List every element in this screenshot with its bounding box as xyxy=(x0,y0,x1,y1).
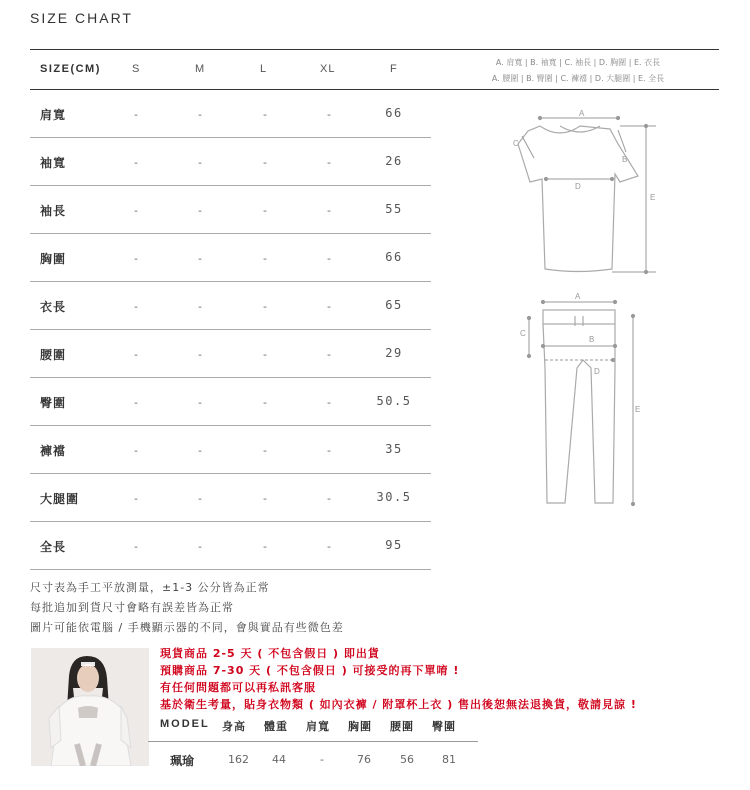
model-table-row xyxy=(158,750,478,772)
pants-label-d: D xyxy=(594,367,600,376)
size-f-value: 66 xyxy=(385,250,403,264)
size-row xyxy=(30,234,431,282)
size-header-row xyxy=(30,50,432,89)
size-value-cell: - xyxy=(198,108,202,121)
size-xl-header: XL xyxy=(320,63,336,75)
size-l-header: L xyxy=(260,63,268,75)
model-bust-value: 76 xyxy=(357,753,371,766)
pants-label-b: B xyxy=(589,335,595,344)
measurement-label: 衣長 xyxy=(40,300,67,314)
size-row xyxy=(30,378,431,426)
size-f-header: F xyxy=(390,63,398,75)
size-value-cell: - xyxy=(134,300,138,313)
note-line: 圖片可能依電腦 / 手機顯示器的不同，會與實品有些微色差 xyxy=(30,621,344,634)
size-value-cell: - xyxy=(327,540,331,553)
model-weight-value: 44 xyxy=(272,753,286,766)
size-row xyxy=(30,426,431,474)
model-figure-image xyxy=(31,648,149,766)
size-value-cell: - xyxy=(327,396,331,409)
size-row xyxy=(30,138,431,186)
size-value-cell: - xyxy=(263,492,267,505)
measurement-label: 袖寬 xyxy=(40,156,67,170)
model-table-rule xyxy=(148,741,478,742)
shoulder-col-header: 肩寬 xyxy=(306,720,330,733)
size-value-cell: - xyxy=(198,348,202,361)
pants-measurement-diagram xyxy=(515,288,650,513)
size-row xyxy=(30,330,431,378)
size-value-cell: - xyxy=(134,252,138,265)
hip-col-header: 臀圍 xyxy=(432,720,456,733)
shipping-note: 現貨商品 2-5 天 ( 不包含假日 ) 即出貨 xyxy=(160,647,380,660)
top-label-b: B xyxy=(622,155,628,164)
size-f-value: 29 xyxy=(385,346,403,360)
top-label-d: D xyxy=(575,182,581,191)
size-value-cell: - xyxy=(263,444,267,457)
size-value-cell: - xyxy=(134,396,138,409)
size-value-cell: - xyxy=(134,156,138,169)
size-row xyxy=(30,522,431,570)
size-f-value: 55 xyxy=(385,202,403,216)
size-value-cell: - xyxy=(327,492,331,505)
size-value-cell: - xyxy=(198,156,202,169)
size-value-cell: - xyxy=(263,396,267,409)
size-f-value: 35 xyxy=(385,442,403,456)
size-value-cell: - xyxy=(263,108,267,121)
legend-bottom-line: A. 腰圍 | B. 臀圍 | C. 褲襠 | D. 大腿圍 | E. 全長 xyxy=(491,74,665,83)
shipping-notices xyxy=(160,645,637,713)
size-value-cell: - xyxy=(263,300,267,313)
size-value-cell: - xyxy=(327,156,331,169)
size-f-value: 95 xyxy=(385,538,403,552)
measurement-label: 袖長 xyxy=(40,204,67,218)
bust-col-header: 胸圍 xyxy=(348,720,372,733)
model-col-header: MODEL xyxy=(160,718,210,730)
size-chart-title: SIZE CHART xyxy=(30,10,133,26)
size-value-cell: - xyxy=(134,108,138,121)
size-f-value: 30.5 xyxy=(376,490,412,504)
measurement-notes xyxy=(30,578,344,638)
size-value-cell: - xyxy=(134,204,138,217)
size-row xyxy=(30,282,431,330)
size-value-cell: - xyxy=(327,252,331,265)
size-value-cell: - xyxy=(263,204,267,217)
size-value-cell: - xyxy=(134,492,138,505)
height-col-header: 身高 xyxy=(222,720,246,733)
measurement-label: 大腿圍 xyxy=(40,492,80,506)
measurement-label: 胸圍 xyxy=(40,252,67,266)
size-value-cell: - xyxy=(263,348,267,361)
model-height-value: 162 xyxy=(228,753,249,766)
top-label-e: E xyxy=(650,193,656,202)
note-line: 每批追加到貨尺寸會略有誤差皆為正常 xyxy=(30,601,234,614)
model-shoulder-value: - xyxy=(320,753,324,766)
waist-col-header: 腰圍 xyxy=(390,720,414,733)
size-value-cell: - xyxy=(198,492,202,505)
size-value-cell: - xyxy=(263,252,267,265)
size-value-cell: - xyxy=(327,108,331,121)
size-row xyxy=(30,474,431,522)
measurement-label: 腰圍 xyxy=(40,348,67,362)
size-cm-label: SIZE(CM) xyxy=(40,63,101,75)
size-value-cell: - xyxy=(327,300,331,313)
top-label-a: A xyxy=(579,109,585,118)
size-value-cell: - xyxy=(198,204,202,217)
size-value-cell: - xyxy=(327,444,331,457)
top-measurement-diagram xyxy=(500,104,670,279)
model-name: 珮瑜 xyxy=(170,754,195,768)
size-value-cell: - xyxy=(327,348,331,361)
size-value-cell: - xyxy=(198,300,202,313)
legend-top-line: A. 肩寬 | B. 袖寬 | C. 袖長 | D. 胸圍 | E. 衣長 xyxy=(495,58,661,67)
model-table-header xyxy=(158,716,478,738)
size-row xyxy=(30,90,431,138)
size-f-value: 26 xyxy=(385,154,403,168)
note-line: 尺寸表為手工平放測量，±1-3 公分皆為正常 xyxy=(30,581,270,594)
measurement-label: 全長 xyxy=(40,540,67,554)
size-row xyxy=(30,186,431,234)
size-f-value: 50.5 xyxy=(376,394,412,408)
pants-label-a: A xyxy=(575,292,581,301)
size-value-cell: - xyxy=(134,348,138,361)
measurement-label: 褲襠 xyxy=(40,444,67,458)
shipping-note: 預購商品 7-30 天 ( 不包含假日 ) 可接受的再下單唷 ! xyxy=(160,664,460,677)
shipping-note: 基於衛生考量，貼身衣物類 ( 如內衣褲 / 附罩杯上衣 ) 售出後恕無法退換貨，敬請見諒 ! xyxy=(160,698,637,711)
size-m-header: M xyxy=(195,63,206,75)
model-waist-value: 56 xyxy=(400,753,414,766)
model-photo xyxy=(31,648,149,766)
size-value-cell: - xyxy=(327,204,331,217)
pants-label-c: C xyxy=(520,329,526,338)
measurement-label: 臀圍 xyxy=(40,396,67,410)
size-value-cell: - xyxy=(198,444,202,457)
weight-col-header: 體重 xyxy=(264,720,288,733)
size-value-cell: - xyxy=(198,540,202,553)
top-label-c: C xyxy=(513,139,519,148)
size-value-cell: - xyxy=(134,444,138,457)
size-value-cell: - xyxy=(263,156,267,169)
model-hip-value: 81 xyxy=(442,753,456,766)
size-value-cell: - xyxy=(134,540,138,553)
size-value-cell: - xyxy=(198,396,202,409)
measurement-legend xyxy=(458,55,698,87)
size-value-cell: - xyxy=(263,540,267,553)
size-f-value: 65 xyxy=(385,298,403,312)
size-value-cell: - xyxy=(198,252,202,265)
measurement-label: 肩寬 xyxy=(40,108,67,122)
size-s-header: S xyxy=(132,63,141,75)
pants-label-e: E xyxy=(635,405,641,414)
shipping-note: 有任何問題都可以再私訊客服 xyxy=(160,681,316,694)
size-f-value: 66 xyxy=(385,106,403,120)
